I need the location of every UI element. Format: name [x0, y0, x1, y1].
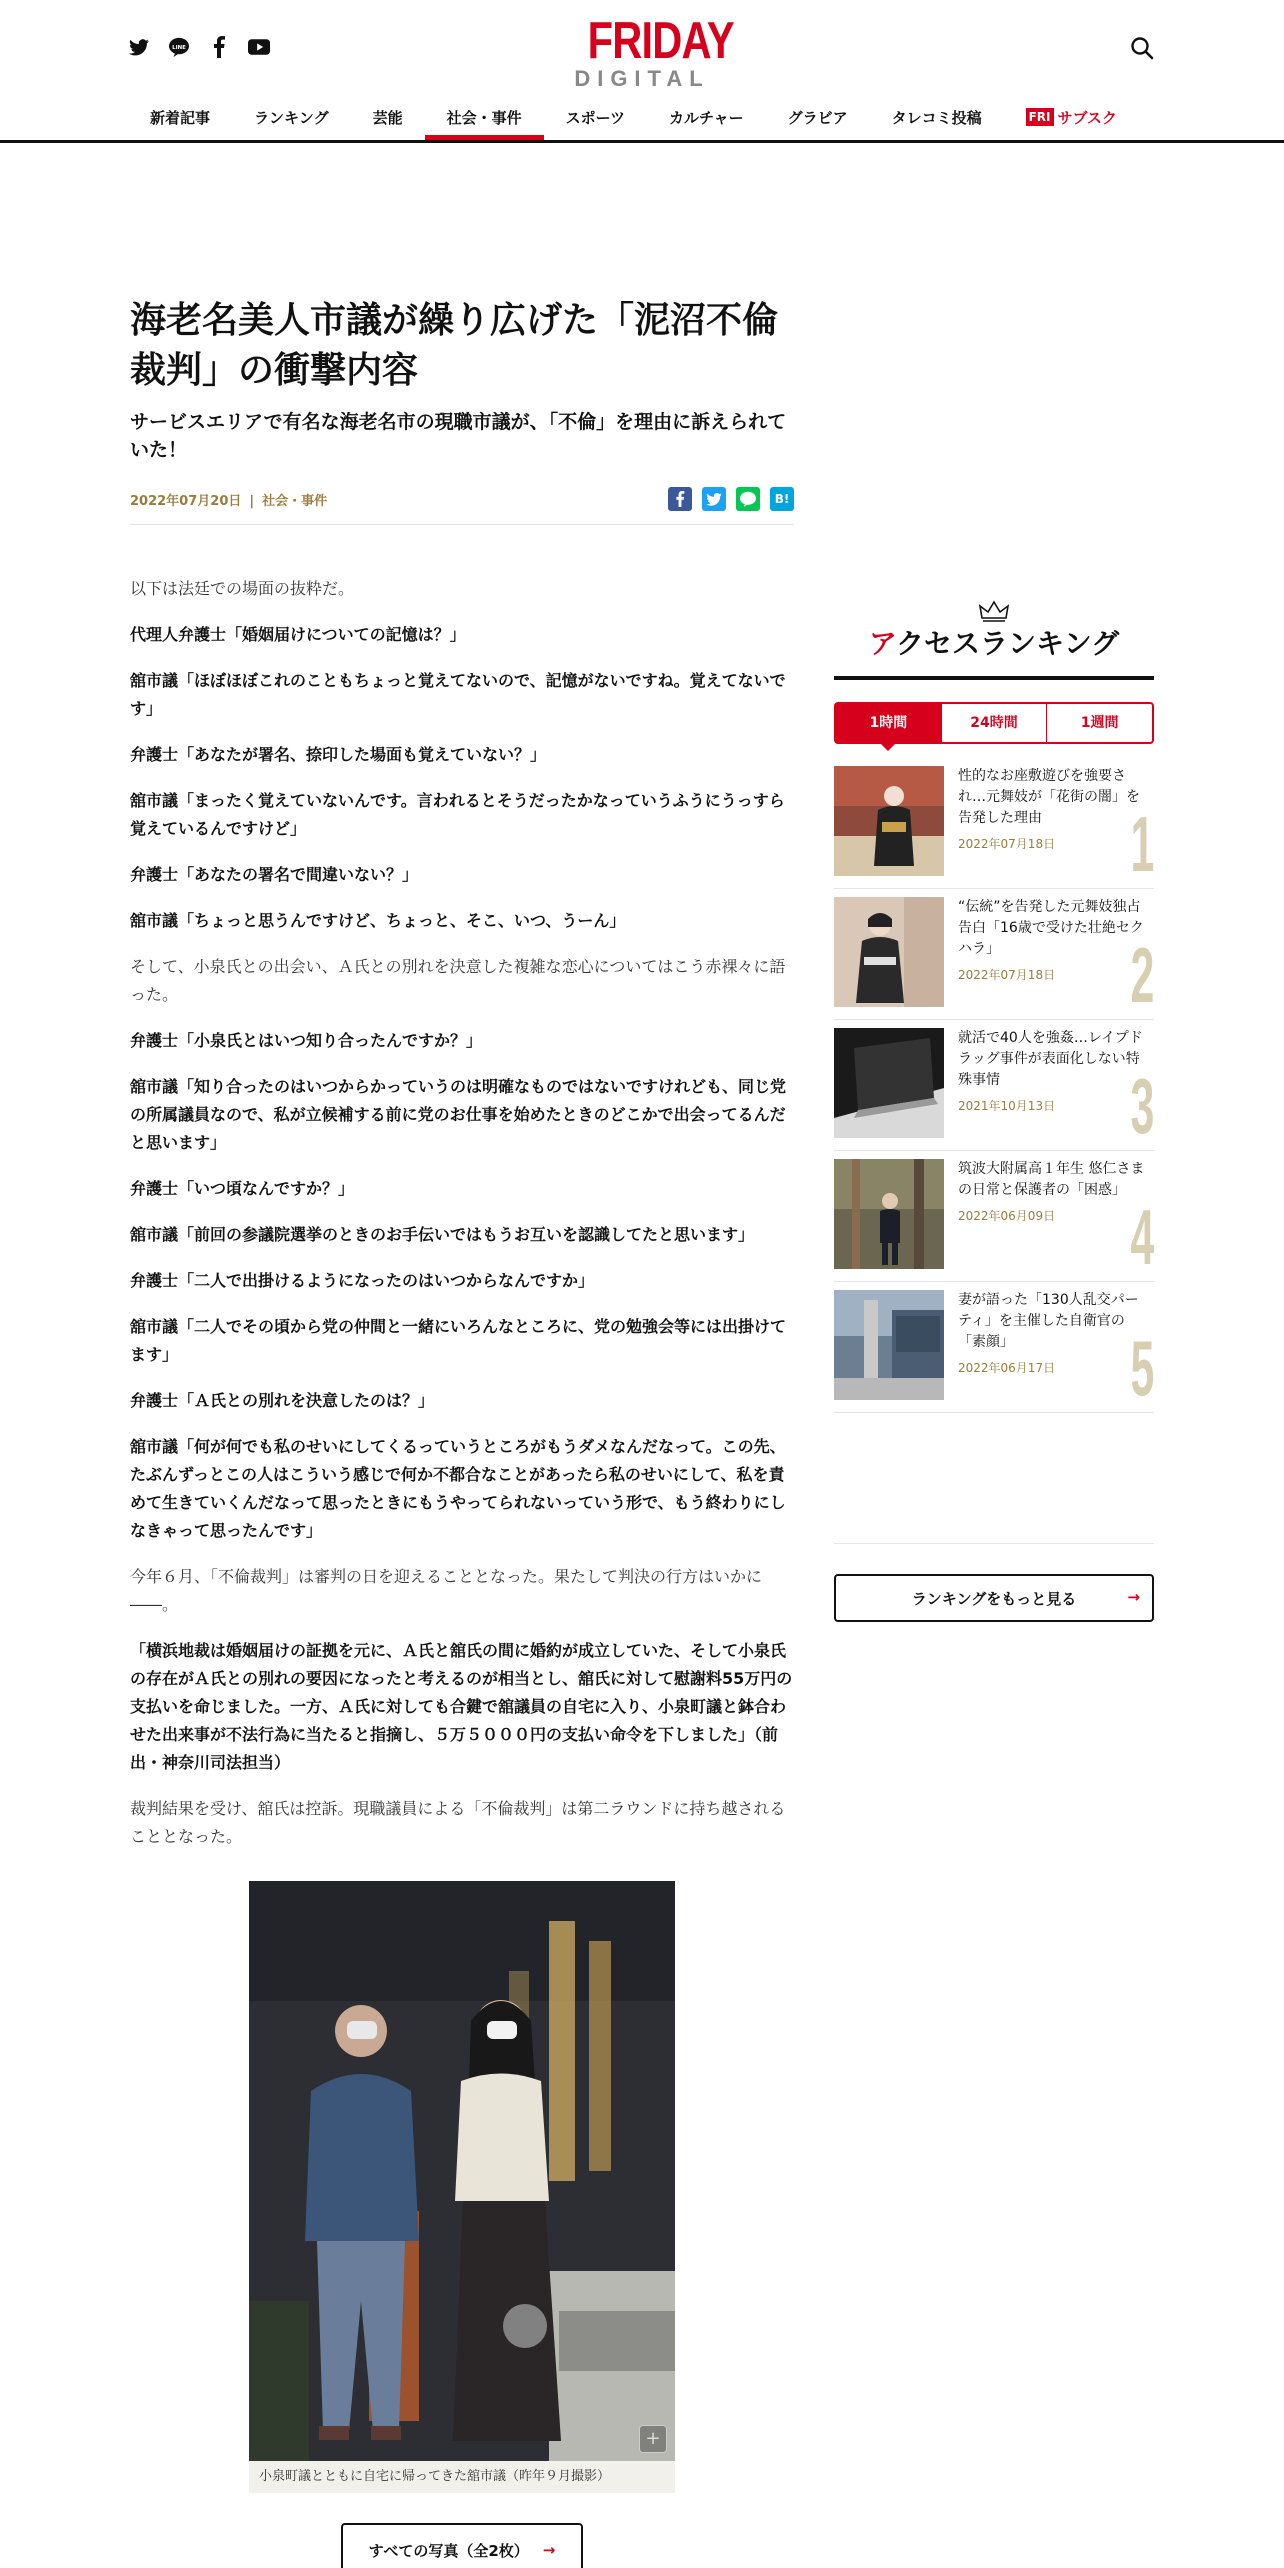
article-subtitle: サービスエリアで有名な海老名市の現職市議が、「不倫」を理由に訴えられていた！	[130, 411, 787, 461]
twitter-icon[interactable]	[128, 36, 150, 58]
ranking-date: 2022年06月17日	[958, 1361, 1056, 1375]
nav-item-ranking[interactable]: ランキング	[254, 109, 329, 127]
arrow-right-icon: →	[1127, 1588, 1140, 1606]
article-paragraph: 代理人弁護士「婚姻届けについての記憶は？」	[130, 625, 466, 644]
logo-subtext: DIGITAL	[574, 66, 710, 91]
youtube-icon[interactable]	[248, 36, 270, 58]
twitter-icon[interactable]	[702, 487, 726, 511]
zoom-icon[interactable]: +	[639, 2425, 667, 2453]
article-paragraph: 「横浜地裁は婚姻届けの証拠を元に、Ａ氏と舘氏の間に婚約が成立していた、そして小泉氏の存在がＡ氏との別れの要因になったと考えるのが相当とし、舘氏に対して慰謝料55万円の支払いを命じました。一方、Ａ氏に対しても合鍵で舘議員の自宅に入り、小泉町議と鉢合わせた出来事が不法行為に当たると指摘し、５万５０００円の支払い命令を下しました」（前出・神奈川司法担当）	[130, 1641, 793, 1772]
ranking-number: 5	[1130, 1324, 1154, 1412]
hatena-icon[interactable]: B!	[770, 487, 794, 511]
article-paragraph: 弁護士「いつ頃なんですか？」	[130, 1179, 355, 1198]
header-divider	[0, 140, 1284, 143]
article-title: 海老名美人市議が繰り広げた「泥沼不倫裁判」の衝撃内容	[130, 300, 779, 391]
ranking-date: 2022年06月09日	[958, 1209, 1056, 1223]
tab-1hour[interactable]: 1時間	[836, 704, 942, 742]
ranking-date: 2022年07月18日	[958, 968, 1056, 982]
tab-24hours[interactable]: 24時間	[942, 704, 1048, 742]
ranking-item[interactable]	[834, 1020, 1154, 1151]
ranking-thumbnail[interactable]	[834, 897, 944, 1007]
ranking-headline[interactable]: 性的なお座敷遊びを強要され…元舞妓が「花街の闇」を告発した理由	[958, 768, 1140, 826]
ranking-headline[interactable]: 妻が語った「130人乱交パーティ」を主催した自衛官の「素顔」	[958, 1292, 1139, 1350]
photo-caption: 小泉町議とともに自宅に帰ってきた舘市議（昨年９月撮影）	[249, 2461, 675, 2493]
article-meta: 2022年07月20日 | 社会・事件 B!	[130, 486, 794, 525]
nav-item-subscribe[interactable]	[1004, 104, 1139, 140]
article-paragraph: 弁護士「あなたの署名で間違いない？」	[130, 865, 419, 884]
article-paragraph: 舘市議「ほぼほぼこれのこともちょっと覚えてないので、記憶がないですね。覚えてないです」	[130, 671, 786, 718]
ranking-sidebar	[834, 600, 1154, 1622]
photo-image[interactable]	[249, 1881, 675, 2461]
ranking-headline[interactable]: 筑波大附属高１年生 悠仁さまの日常と保護者の「困惑」	[958, 1161, 1145, 1198]
article-paragraph: 舘市議「二人でその頃から党の仲間と一緒にいろんなところに、党の勉強会等には出掛けてます」	[130, 1317, 787, 1364]
more-ranking-button[interactable]	[834, 1574, 1154, 1622]
ranking-item[interactable]	[834, 758, 1154, 889]
crown-icon	[834, 600, 1154, 624]
article-paragraph: 裁判結果を受け、舘氏は控訴。現職議員による「不倫裁判」は第二ラウンドに持ち越されることとなった。	[130, 1799, 786, 1846]
article-paragraph: 今年６月、「不倫裁判」は審判の日を迎えることとなった。果たして判決の行方はいかに――。	[130, 1567, 763, 1614]
more-ranking-label: ランキングをもっと見る	[911, 1589, 1077, 1608]
ranking-number: 2	[1130, 931, 1154, 1019]
social-links	[128, 36, 270, 58]
svg-text:LINE: LINE	[172, 44, 186, 51]
nav-item-culture[interactable]: カルチャー	[669, 109, 744, 127]
article-paragraph: 舘市議「ちょっと思うんですけど、ちょっと、そこ、いつ、うーん」	[130, 911, 626, 930]
article-photo[interactable]	[249, 1881, 675, 2493]
article-paragraph: 舘市議「まったく覚えていないんです。言われるとそうだったかなっていうふうにうっすら覚えているんですけど」	[130, 791, 785, 838]
ranking-thumbnail[interactable]	[834, 1159, 944, 1269]
ranking-headline[interactable]: 就活で40人を強姦…レイプドラッグ事件が表面化しない特殊事情	[958, 1030, 1143, 1088]
site-header	[0, 0, 1284, 142]
ranking-number: 1	[1130, 800, 1154, 888]
article-paragraph: そして、小泉氏との出会い、Ａ氏との別れを決意した複雑な恋心についてはこう赤裸々に語った。	[130, 957, 786, 1004]
article-body	[130, 575, 794, 1851]
ranking-list	[834, 758, 1154, 1413]
tab-1week[interactable]: 1週間	[1080, 715, 1119, 731]
all-photos-label: すべての写真（全2枚）	[368, 2541, 529, 2560]
search-icon[interactable]	[1130, 36, 1156, 62]
ranking-item[interactable]	[834, 889, 1154, 1020]
article-date: 2022年07月20日	[130, 493, 242, 509]
nav-item-new[interactable]: 新着記事	[150, 109, 211, 127]
facebook-icon[interactable]	[668, 487, 692, 511]
ranking-thumbnail[interactable]	[834, 766, 944, 876]
nav-item-gravure[interactable]: グラビア	[787, 109, 848, 127]
ranking-number: 4	[1130, 1193, 1154, 1281]
all-photos-button[interactable]	[341, 2523, 583, 2568]
facebook-icon[interactable]	[208, 36, 230, 58]
ranking-thumbnail[interactable]	[834, 1290, 944, 1400]
article-paragraph: 弁護士「あなたが署名、捺印した場面も覚えていない？」	[130, 745, 547, 764]
article-category[interactable]: 社会・事件	[262, 493, 328, 509]
nav-item-tip[interactable]: タレコミ投稿	[891, 109, 982, 127]
ranking-item[interactable]	[834, 1282, 1154, 1413]
article-paragraph: 以下は法廷での場面の抜粋だ。	[130, 579, 355, 598]
nav-item-subscribe-label: サブスク	[1057, 109, 1117, 127]
ranking-tabs	[834, 702, 1154, 744]
ranking-item[interactable]	[834, 1151, 1154, 1282]
ranking-thumbnail[interactable]	[834, 1028, 944, 1138]
article-paragraph: 舘市議「知り合ったのはいつからかっていうのは明確なものではないですけれども、同じ党の所属議員なので、私が立候補する前に党のお仕事を始めたときのどこかで出会ってるんだと思います」	[130, 1077, 787, 1152]
ranking-title-rest: クセスランキング	[896, 627, 1120, 660]
logo-wordmark: FRIDAY	[587, 12, 734, 70]
line-icon[interactable]	[736, 487, 760, 511]
article-paragraph: 舘市議「何が何でも私のせいにしてくるっていうところがもうダメなんだなって。この先、たぶんずっとこの人はこういう感じで何か不都合なことがあったら私のせいにして、私を責めて生きていくんだなって思ったときにもうやってられないっていう形で、もう終わりにしなきゃって思ったんです」	[130, 1437, 786, 1540]
share-buttons	[668, 487, 794, 511]
ranking-date: 2021年10月13日	[958, 1099, 1056, 1113]
main-nav	[128, 104, 1139, 140]
article-paragraph: 弁護士「Ａ氏との別れを決意したのは？」	[130, 1391, 435, 1410]
article	[130, 296, 794, 2568]
ranking-number: 3	[1130, 1062, 1154, 1150]
article-paragraph: 弁護士「二人で出掛けるようになったのはいつからなんですか」	[130, 1271, 595, 1290]
fri-badge: FRI	[1026, 108, 1054, 126]
ranking-headline[interactable]: “伝統”を告発した元舞妓独占告白「16歳で受けた壮絶セクハラ」	[958, 899, 1144, 957]
article-paragraph: 弁護士「小泉氏とはいつ知り合ったんですか？」	[130, 1031, 483, 1050]
site-logo[interactable]	[574, 12, 734, 91]
ranking-title-accent: ア	[868, 627, 896, 660]
arrow-right-icon: →	[542, 2541, 556, 2559]
ranking-date: 2022年07月18日	[958, 837, 1056, 851]
sidebar-divider	[834, 1543, 1154, 1544]
nav-item-society[interactable]: 社会・事件	[425, 104, 544, 140]
nav-item-sports[interactable]: スポーツ	[565, 109, 626, 127]
nav-item-entertainment[interactable]: 芸能	[372, 109, 403, 127]
article-paragraph: 舘市議「前回の参議院選挙のときのお手伝いではもうお互いを認識してたと思います」	[130, 1225, 755, 1244]
line-icon[interactable]	[168, 36, 190, 58]
ranking-title	[834, 624, 1154, 680]
